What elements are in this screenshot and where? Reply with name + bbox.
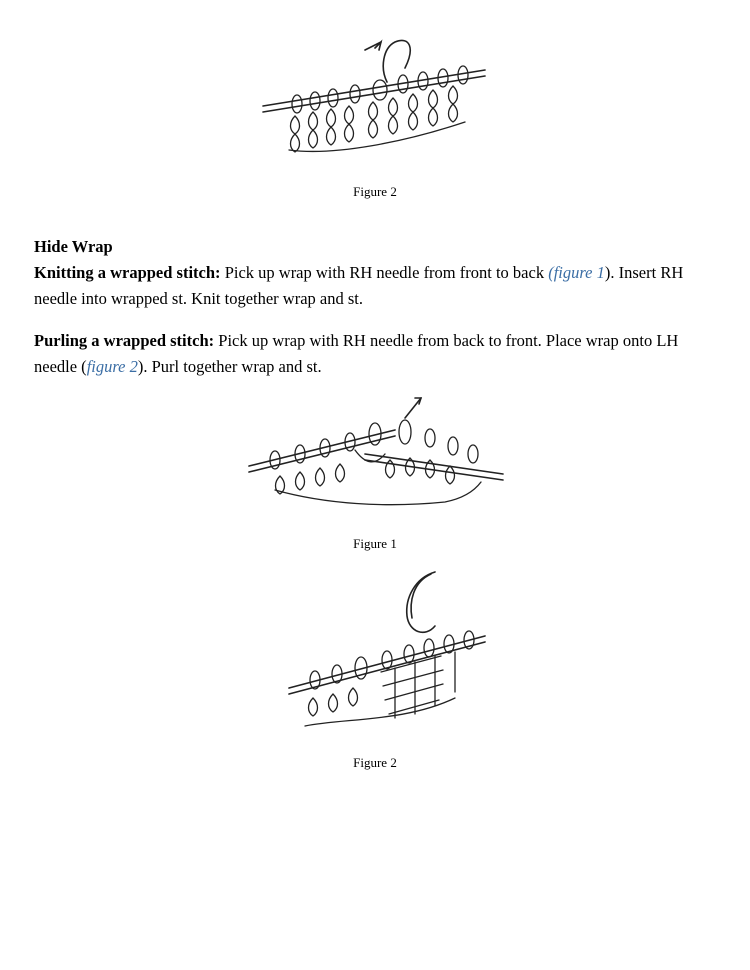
- figure-2-link[interactable]: figure 2: [86, 357, 138, 376]
- figure-2: [0, 568, 750, 738]
- hide-wrap-section: [34, 234, 724, 380]
- figure-top: [0, 38, 750, 168]
- figure-1: [0, 394, 750, 519]
- knitting-illustration-icon: [255, 38, 515, 163]
- purl-text-before: Pick up wrap with RH needle from back to front. Place wrap onto LH needle (: [34, 331, 679, 376]
- knit-text-before: Pick up wrap with RH needle from front to back: [220, 263, 549, 282]
- purl-text-after: ). Purl together wrap and st.: [137, 357, 322, 376]
- figure-2-caption: Figure 2: [353, 755, 397, 770]
- figure-1-link[interactable]: figure 1: [553, 263, 605, 282]
- figure-1-caption: Figure 1: [353, 536, 397, 551]
- knit-label: Knitting a wrapped stitch:: [34, 263, 221, 282]
- purl-paragraph: [34, 328, 724, 380]
- knit-paragraph: [34, 260, 724, 312]
- knit-paren-open: (: [548, 263, 554, 282]
- purl-wrapped-stitch-icon: [285, 568, 495, 733]
- knit-text-after: ). Insert RH needle into wrapped st. Knit together wrap and st.: [34, 263, 684, 308]
- figure-top-caption: Figure 2: [353, 184, 397, 199]
- knit-wrapped-stitch-icon: [245, 394, 510, 516]
- purl-label: Purling a wrapped stitch:: [34, 331, 215, 350]
- section-heading: Hide Wrap: [34, 237, 113, 256]
